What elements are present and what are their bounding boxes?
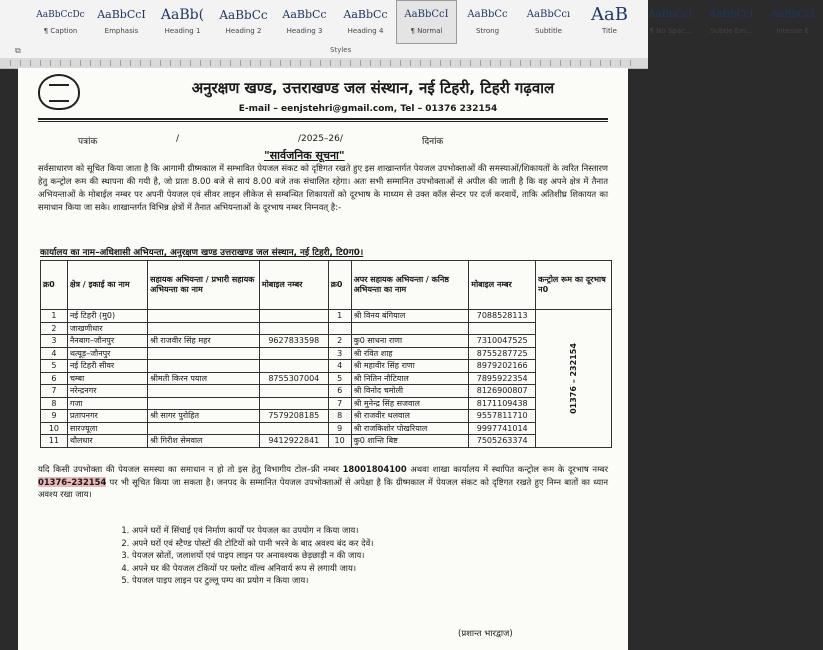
table-row: [41, 385, 612, 398]
cell-sn2: 3: [328, 347, 351, 360]
table-row: [41, 335, 612, 348]
cell-mobile: 7579208185: [259, 410, 328, 423]
style-name: Strong: [475, 27, 500, 35]
style-name: Subtitle: [534, 27, 562, 35]
cell-ae: श्री राजवीर सिंह महर: [148, 335, 260, 348]
col-header-sn2: क्र0: [328, 261, 351, 310]
style-sample: AaBbCcI: [404, 9, 449, 20]
style-name: ¶ Caption: [43, 27, 78, 35]
cell-sn: 7: [41, 385, 68, 398]
style-tile[interactable]: [518, 0, 579, 44]
cell-je: श्री विनय बंगियाल: [351, 310, 469, 323]
cell-area: जाखणीधार: [67, 322, 147, 335]
ref-label: पत्रांक: [78, 137, 98, 147]
dialog-launcher-icon[interactable]: ⧉: [15, 46, 21, 55]
style-tile[interactable]: [335, 0, 396, 44]
cell-sn2: 2: [328, 335, 351, 348]
cell-je: कु0 साधना राणा: [351, 335, 469, 348]
cell-ae: [148, 310, 260, 323]
cell-area: प्रतापनगर: [67, 410, 147, 423]
cell-sn2: 9: [328, 422, 351, 435]
cell-area: गजा: [67, 397, 147, 410]
cell-sn2: 10: [328, 435, 351, 448]
cell-mobile2: 7505263374: [469, 435, 536, 448]
style-tile[interactable]: [91, 0, 152, 44]
table-row: [41, 435, 612, 448]
style-sample: AaB: [591, 4, 628, 25]
styles-group-label: Styles: [330, 46, 352, 54]
table-row: [41, 410, 612, 423]
cell-mobile: [259, 385, 328, 398]
ribbon: [0, 0, 815, 59]
cell-area: सारज्यूला: [67, 422, 147, 435]
style-name: ¶ Normal: [410, 27, 443, 35]
cell-area: चम्बा: [67, 372, 147, 385]
date-label: दिनांक: [422, 137, 444, 147]
para2-text-c: पर भी सूचित किया जा सकता है। जनपद के सम्मानित पेयजल उपभोक्ताओं से अपेक्षा है कि ग्रीष्मकाल में पेयजल संकट को दृष्टिगत रखते हुए निम्न बातों का ध्यान अवश्य रखा जाय।: [38, 476, 608, 499]
cell-je: श्री राजकिशोर पोखरियाल: [351, 422, 469, 435]
notice-title: "सार्वजनिक सूचना": [264, 149, 345, 162]
cell-mobile: [259, 347, 328, 360]
cell-mobile2: 7310047525: [469, 335, 536, 348]
cell-ae: [148, 397, 260, 410]
cell-mobile: [259, 422, 328, 435]
cell-sn: 1: [41, 310, 68, 323]
cell-sn2: 4: [328, 360, 351, 373]
control-room-number: 01376–232154: [38, 476, 107, 487]
header-divider: [38, 118, 608, 120]
style-sample: AaBbCcI: [648, 9, 693, 20]
cell-sn: 11: [41, 435, 68, 448]
table-row: [41, 322, 612, 335]
cell-mobile2: [469, 322, 536, 335]
cell-sn2: 6: [328, 385, 351, 398]
cell-mobile: [259, 360, 328, 373]
style-tile[interactable]: [579, 0, 640, 44]
col-header-control-room: कन्ट्रोल रूम का दूरभाष न0: [536, 261, 612, 310]
ref-year: /2025–26/: [298, 134, 343, 144]
tollfree-number: 18001804100: [342, 464, 407, 474]
cell-ae: [148, 422, 260, 435]
style-name: Title: [601, 27, 617, 35]
cell-ae: [148, 322, 260, 335]
cell-mobile2: 7895922354: [469, 372, 536, 385]
cell-area: नैनबाग–जौनपुर: [67, 335, 147, 348]
office-title: अनुरक्षण खण्ड, उत्तराखण्ड जल संस्थान, नई टिहरी, टिहरी गढ़वाल: [191, 79, 555, 97]
cell-sn: 2: [41, 322, 68, 335]
cell-sn: 9: [41, 410, 68, 423]
cell-sn: 10: [41, 422, 68, 435]
cell-mobile: 9412922841: [259, 435, 328, 448]
cell-ae: श्रीमती किरन पयाल: [148, 372, 260, 385]
style-sample: AaBbCcI: [97, 8, 146, 21]
table-row: [41, 310, 612, 323]
cell-je: श्री विनोद चमोली: [351, 385, 469, 398]
cell-ae: [148, 360, 260, 373]
para2-text-b: अथवा शाखा कार्यालय में स्थापित कन्ट्रोल रूम के दूरभाष नम्बर: [410, 464, 609, 474]
table-heading: कार्यालय का नाम–अधिशासी अभियन्ता, अनुरक्षण खण्ड उत्तराखण्ड जल संस्थान, नई टिहरी, टि0ग0।: [40, 248, 364, 258]
style-sample: AaBbCc: [343, 8, 388, 21]
style-tile[interactable]: [640, 0, 701, 44]
style-tile[interactable]: [457, 0, 518, 44]
style-tile[interactable]: [274, 0, 335, 44]
table-row: [41, 397, 612, 410]
document-page[interactable]: [18, 68, 628, 650]
styles-gallery: [30, 0, 823, 46]
cell-je: श्री रवित शाह: [351, 347, 469, 360]
cell-je: श्री राजवीर थलवाल: [351, 410, 469, 423]
cell-area: नई टिहरी (मु0): [67, 310, 147, 323]
style-name: ¶ No Spac...: [649, 27, 692, 35]
cell-sn: 5: [41, 360, 68, 373]
cell-mobile: [259, 310, 328, 323]
style-name: Heading 2: [225, 27, 262, 35]
cell-sn2: [328, 322, 351, 335]
col-header-je: अपर सहायक अभियन्ता / कनिष्ठ अभियन्ता का नाम: [351, 261, 469, 310]
cell-mobile: 8755307004: [259, 372, 328, 385]
cell-area: नई टिहरी सीवर: [67, 360, 147, 373]
cell-area: नरेन्द्रनगर: [67, 385, 147, 398]
cell-mobile2: 8171109438: [469, 397, 536, 410]
table-row: [41, 347, 612, 360]
cell-area: थत्यूड़–जौनपुर: [67, 347, 147, 360]
cell-mobile: [259, 397, 328, 410]
cell-ae: [148, 347, 260, 360]
cell-mobile2: 8126900807: [469, 385, 536, 398]
cell-sn: 4: [41, 347, 68, 360]
style-sample: AaBbCc: [467, 9, 508, 20]
department-logo: [38, 74, 80, 110]
style-name: Heading 4: [347, 27, 384, 35]
style-sample: AaBbCcI: [709, 9, 754, 20]
style-name: Heading 1: [164, 27, 201, 35]
style-sample: AaBb(: [160, 7, 205, 23]
table-body: [41, 310, 612, 448]
advisory-item: 5. पेयजल पाइप लाइन पर टुल्लू पम्प का प्रयोग न किया जाय।: [132, 574, 592, 587]
style-tile[interactable]: [762, 0, 823, 44]
cell-mobile: [259, 322, 328, 335]
col-header-area: क्षेत्र / इकाई का नाम: [67, 261, 147, 310]
cell-sn2: 8: [328, 410, 351, 423]
table-row: [41, 422, 612, 435]
notice-paragraph: सर्वसाधारण को सूचित किया जाता है कि आगामी ग्रीष्मकाल में सम्भावित पेयजल संकट को दृष्टिगत रखते हुए इस शाखान्तर्गत पेयजल उपभोक्ताओं की समस्याओं/शिकायतों के त्वरित निस्तारण हेतु कन्ट्रोल रूम की स्थापना की गयी है, जो प्रातः 8.00 बजे से सायं 8.00 बजे तक संचालित रहेगा। अतः सभी सम्मानित उपभोक्ताओं से अपील की जाती है कि वह अपने क्षेत्र में तैनात अभियन्ताओं के मोबाईल नम्बर पर अपनी पेयजल एवं सीवर लाइन लीकेज से सम्बन्धित शिकायतों को दूरभाष के माध्यम से उक्त कॉल सेन्टर पर दर्ज करवायें, ताकि अतिशीघ्र शिकायत का समाधान किया जा सके। शाखान्तर्गत विभिन्न क्षेत्रों में तैनात अभियन्ताओं के दूरभाष नम्बर निम्नवत् है:-: [38, 163, 608, 212]
para2-text-a: यदि किसी उपभोक्ता की पेयजल समस्या का समाधान न हो तो इस हेतु विभागीय टोल–फ्री नम्बर: [38, 464, 339, 474]
signature-name: (प्रशान्त भारद्वाज): [458, 629, 513, 639]
ref-slash: /: [176, 134, 180, 144]
style-tile[interactable]: [30, 0, 91, 44]
style-tile[interactable]: [152, 0, 213, 44]
cell-ae: श्री गिरीश सेमवाल: [148, 435, 260, 448]
cell-mobile2: 9997741014: [469, 422, 536, 435]
table-header-row: [41, 261, 612, 310]
col-header-mobile: मोबाइल नम्बर: [259, 261, 328, 310]
table-row: [41, 360, 612, 373]
style-name: Intense E: [776, 27, 809, 35]
cell-area: थौलधार: [67, 435, 147, 448]
col-header-ae: सहायक अभियन्ता / प्रभारी सहायक अभियन्ता का नाम: [148, 261, 260, 310]
style-name: Heading 3: [286, 27, 323, 35]
cell-mobile: 9627833598: [259, 335, 328, 348]
style-sample: AaBbCc: [282, 8, 327, 21]
helpline-paragraph: [38, 463, 608, 501]
cell-ae: [148, 385, 260, 398]
cell-sn2: 1: [328, 310, 351, 323]
style-tile[interactable]: [701, 0, 762, 44]
advisory-item: 2. अपने घरों एवं स्टैण्ड पोस्टों की टोटियों को पानी भरने के बाद अवश्य बंद कर देवें।: [132, 537, 592, 550]
style-sample: AaBbCcı: [526, 9, 571, 20]
cell-mobile2: 7088528113: [469, 310, 536, 323]
cell-sn2: 7: [328, 397, 351, 410]
style-sample: AaBbCc: [219, 8, 268, 22]
cell-mobile2: 8755287725: [469, 347, 536, 360]
col-header-sn: क्र0: [41, 261, 68, 310]
cell-je: श्री महावीर सिंह राणा: [351, 360, 469, 373]
advisory-list: [118, 524, 592, 587]
cell-control-room: [536, 310, 612, 448]
ruler-ticks: [10, 60, 638, 66]
cell-sn2: 5: [328, 372, 351, 385]
cell-je: [351, 322, 469, 335]
style-tile[interactable]: [396, 0, 457, 44]
advisory-item: 4. अपने घर की पेयजल टंकियों पर फ्लोट वॉल्व अनिवार्य रूप से लगायी जाय।: [132, 562, 592, 575]
advisory-item: 1. अपने घरों में सिंचाई एवं निर्माण कार्यों पर पेयजल का उपयोग न किया जाय।: [132, 524, 592, 537]
style-name: Subtle Em...: [710, 27, 753, 35]
cell-sn: 8: [41, 397, 68, 410]
advisory-item: 3. पेयजल स्रोतों, जलाशयों एवं पाइप लाइन पर अनावश्यक छेड़छाड़ी न की जाय।: [132, 549, 592, 562]
cell-sn: 3: [41, 335, 68, 348]
style-tile[interactable]: [213, 0, 274, 44]
cell-sn: 6: [41, 372, 68, 385]
control-room-phone: 01376 – 232154: [569, 342, 579, 414]
contact-line: E-mail – eenjstehri@gmail.com, Tel – 01376 232154: [238, 104, 498, 114]
col-header-mobile2: मोबाइल नम्बर: [469, 261, 536, 310]
engineer-directory-table: [40, 260, 612, 448]
cell-je: श्री मुनेन्द्र सिंह सजवाल: [351, 397, 469, 410]
cell-je: कु0 शान्ति बिष्ट: [351, 435, 469, 448]
header-divider-thin: [38, 121, 608, 122]
style-sample: AaBbCcl: [770, 9, 815, 20]
cell-je: श्री नितिन नौटियाल: [351, 372, 469, 385]
style-sample: AaBbCcDc: [36, 10, 85, 20]
cell-mobile2: 9557811710: [469, 410, 536, 423]
table-row: [41, 372, 612, 385]
cell-mobile2: 8979202166: [469, 360, 536, 373]
style-name: Emphasis: [104, 27, 139, 35]
cell-ae: श्री सागर पुरोहित: [148, 410, 260, 423]
